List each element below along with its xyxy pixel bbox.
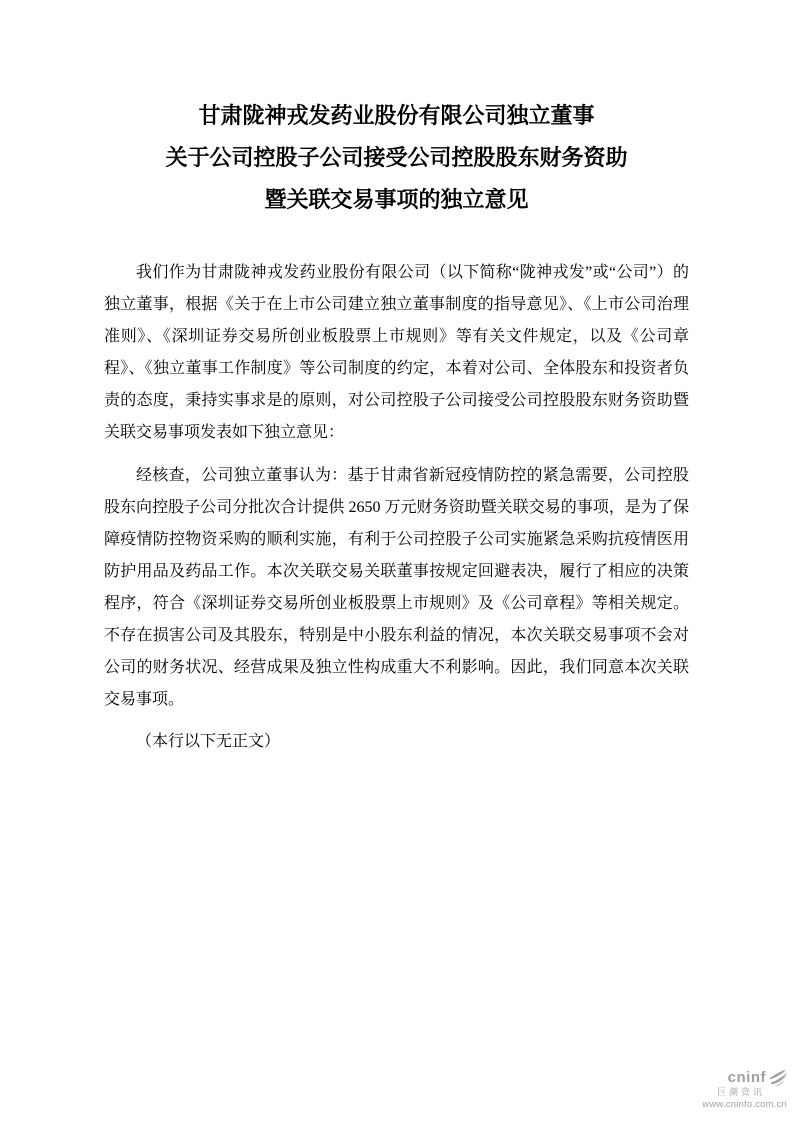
closing-note: （本行以下无正文） xyxy=(136,733,281,750)
cninfo-chinese-name: 巨潮资讯 xyxy=(716,1086,765,1097)
document-body xyxy=(104,257,689,758)
title-line-2: 关于公司控股子公司接受公司控股股东财务资助 xyxy=(165,145,628,170)
cninfo-swirl-icon xyxy=(768,1069,787,1086)
title-line-3: 暨关联交易事项的独立意见 xyxy=(264,187,529,212)
document-title xyxy=(104,95,689,221)
paragraph-intro: 我们作为甘肃陇神戎发药业股份有限公司（以下简称“陇神戎发”或“公司”）的独立董事，根据《关于在上市公司建立独立董事制度的指导意见》、《上市公司治理准则》、《深圳证券交易所创业板股票上市规则》等有关文件规定，以及《公司章程》、《独立董事工作制度》等公司制度的约定，本着对公司、全体股东和投资者负责的态度，秉持实事求是的原则，对公司控股子公司接受公司控股股东财务资助暨关联交易事项发表如下独立意见： xyxy=(104,264,689,441)
cninfo-url: www.cninfo.com.cn xyxy=(702,1098,787,1110)
cninfo-watermark xyxy=(702,1069,787,1110)
title-line-1: 甘肃陇神戎发药业股份有限公司独立董事 xyxy=(198,103,595,128)
cninfo-brand-row xyxy=(702,1069,787,1086)
cninfo-brand-text: cninf xyxy=(727,1068,766,1086)
paragraph-opinion: 经核查，公司独立董事认为：基于甘肃省新冠疫情防控的紧急需要，公司控股股东向控股子公司分批次合计提供 2650 万元财务资助暨关联交易的事项，是为了保障疫情防控物资采购的顺利实施，有利于公司控股子公司实施紧急采购抗疫情医用防护用品及药品工作。本次关联交易关联董事按规定回避表决，履行了相应的决策程序，符合《深圳证券交易所创业板股票上市规则》及《公司章程》等相关规定。不存在损害公司及其股东，特别是中小股东利益的情况，本次关联交易事项不会对公司的财务状况、经营成果及独立性构成重大不利影响。因此，我们同意本次关联交易事项。 xyxy=(104,467,689,708)
